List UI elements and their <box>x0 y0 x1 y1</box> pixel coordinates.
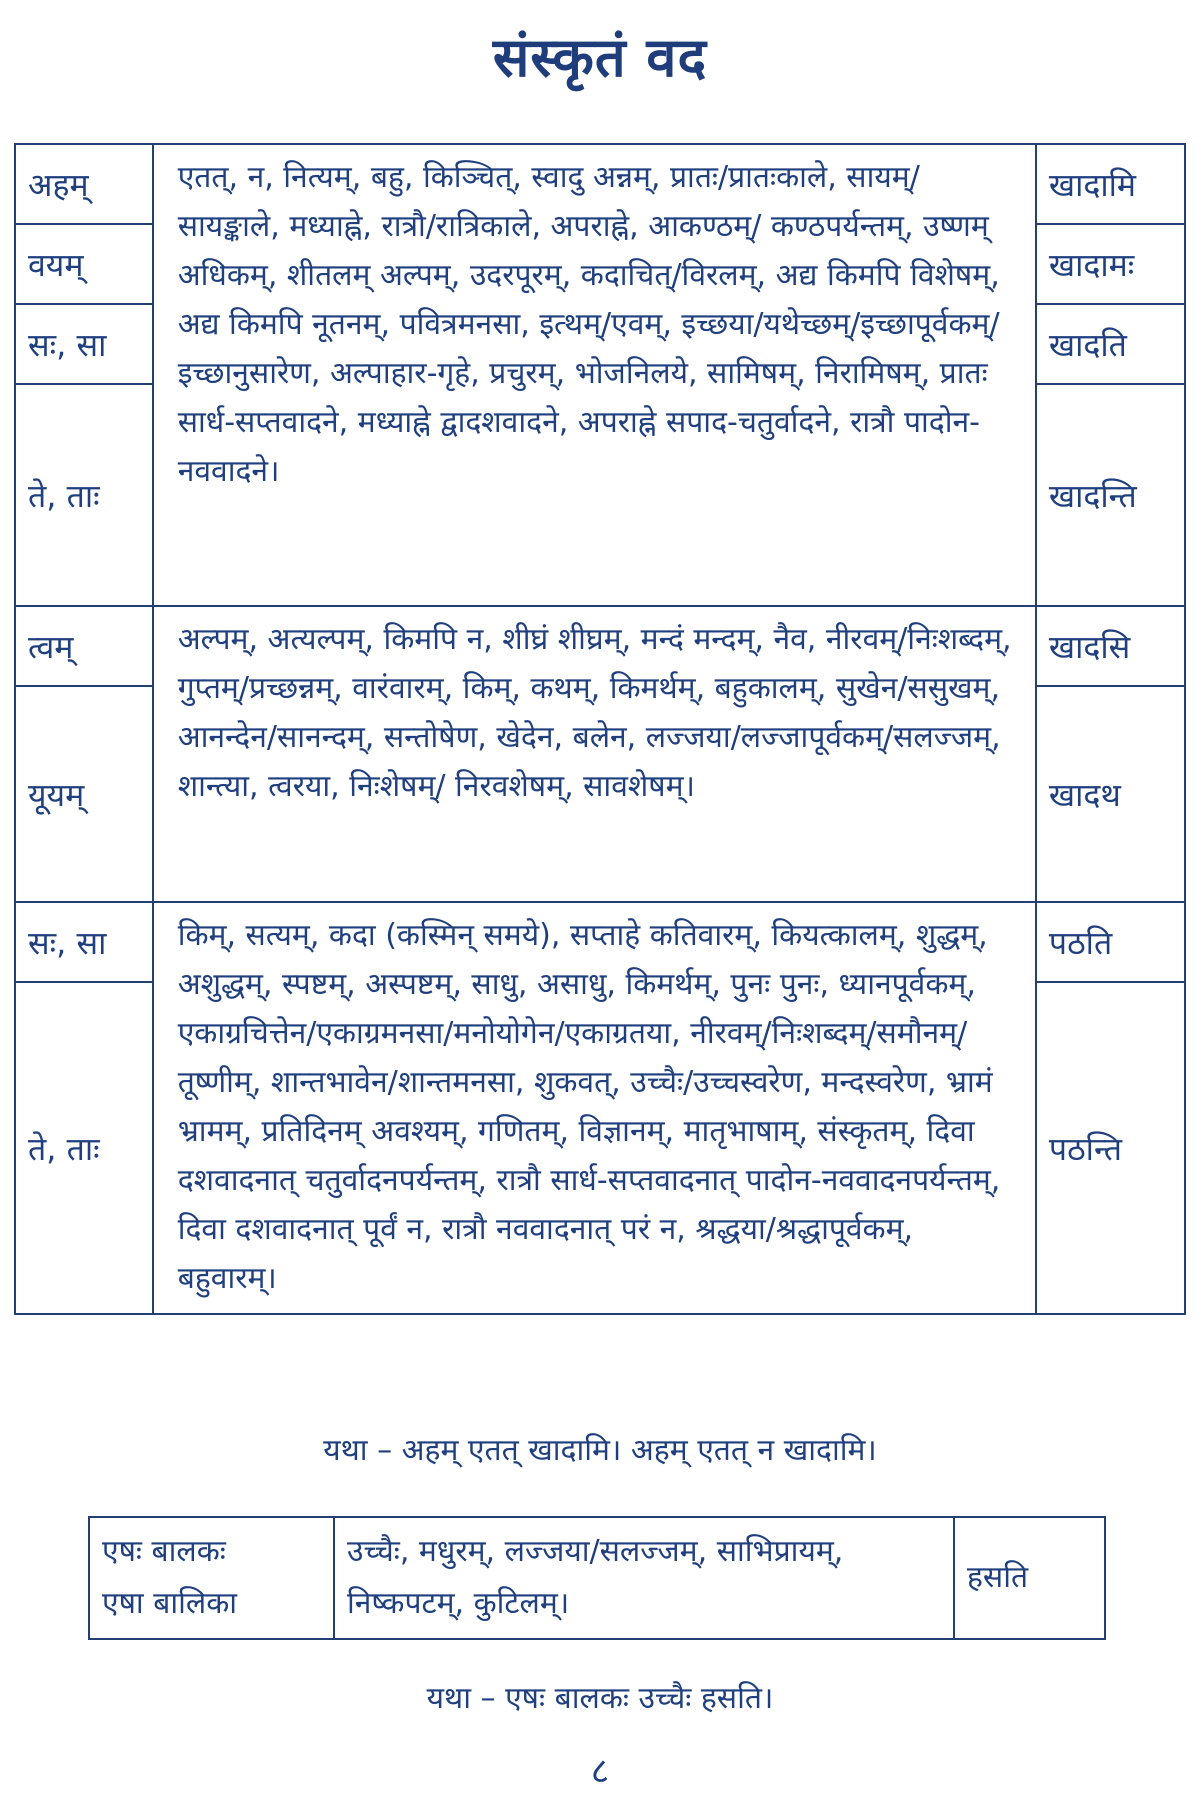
page-number: ८ <box>590 1751 610 1792</box>
verb-cell: हसति <box>954 1517 1105 1639</box>
table-row <box>89 1517 1105 1639</box>
verb-cell: खादति <box>1036 304 1185 384</box>
page-title: संस्कृतं वद <box>492 26 708 89</box>
example-sentence: यथा – अहम् एतत् खादामि। अहम् एतत् न खादामि। <box>323 1433 877 1468</box>
pronoun-line: एषः बालकः <box>102 1534 226 1569</box>
table-row <box>15 902 1185 982</box>
word-list-cell: एतत्, न, नित्यम्, बहु, किञ्चित्, स्वादु अन्नम्, प्रातः/प्रातःकाले, सायम्/सायङ्काले, मध्याह्ने, रात्रौ/रात्रिकाले, अपराह्ने, आकण्ठम्/ कण्ठपर्यन्तम्, उष्णम् अधिकम्, शीतलम् अल्पम्, उदरपूरम्, कदाचित्/विरलम्, अद्य किमपि विशेषम्, अद्य किमपि नूतनम्, पवित्रमनसा, इत्थम्/एवम्, इच्छया/यथेच्छम्/इच्छापूर्वकम्/ इच्छानुसारेण, अल्पाहार-गृहे, प्रचुरम्, भोजनिलये, सामिषम्, निरामिषम्, प्रातः सार्ध-सप्तवादने, मध्याह्ने द्वादशवादने, अपराह्ने सपाद-चतुर्वादने, रात्रौ पादोन-नववादने। <box>153 144 1036 606</box>
verb-cell: पठति <box>1036 902 1185 982</box>
pronoun-cell: वयम् <box>15 224 153 304</box>
verb-table-main <box>14 143 1186 1315</box>
verb-cell: खादथ <box>1036 686 1185 902</box>
pronoun-cell: यूयम् <box>15 686 153 902</box>
word-list-cell: उच्चैः, मधुरम्, लज्जया/सलज्जम्, साभिप्रायम्, निष्कपटम्, कुटिलम्। <box>334 1517 954 1639</box>
example-sentence: यथा – एषः बालकः उच्चैः हसति। <box>426 1681 774 1716</box>
table-row <box>15 606 1185 686</box>
word-list-cell: अल्पम्, अत्यल्पम्, किमपि न, शीघ्रं शीघ्रम्, मन्दं मन्दम्, नैव, नीरवम्/निःशब्दम्, गुप्तम्/प्रच्छन्नम्, वारंवारम्, किम्, कथम्, किमर्थम्, बहुकालम्, सुखेन/ससुखम्, आनन्देन/सानन्दम्, सन्तोषेण, खेदेन, बलेन, लज्जया/लज्जापूर्वकम्/सलज्जम्, शान्त्या, त्वरया, निःशेषम्/ निरवशेषम्, सावशेषम्। <box>153 606 1036 902</box>
pronoun-cell: ते, ताः <box>15 982 153 1314</box>
verb-cell: खादामः <box>1036 224 1185 304</box>
verb-cell: खादन्ति <box>1036 384 1185 606</box>
pronoun-cell: अहम् <box>15 144 153 224</box>
pronoun-cell: ते, ताः <box>15 384 153 606</box>
pronoun-cell: सः, सा <box>15 902 153 982</box>
pronoun-cell: त्वम् <box>15 606 153 686</box>
verb-cell: खादामि <box>1036 144 1185 224</box>
verb-cell: पठन्ति <box>1036 982 1185 1314</box>
pronoun-line: एषा बालिका <box>102 1586 238 1621</box>
verb-cell: खादसि <box>1036 606 1185 686</box>
verb-table-laugh <box>88 1516 1106 1640</box>
pronoun-cell <box>89 1517 334 1639</box>
table-row <box>15 144 1185 224</box>
word-list-cell: किम्, सत्यम्, कदा (कस्मिन् समये), सप्ताहे कतिवारम्, कियत्कालम्, शुद्धम्, अशुद्धम्, स्पष्टम्, अस्पष्टम्, साधु, असाधु, किमर्थम्, पुनः पुनः, ध्यानपूर्वकम्, एकाग्रचित्तेन/एकाग्रमनसा/मनोयोगेन/एकाग्रतया, नीरवम्/निःशब्दम्/समौनम्/तूष्णीम्, शान्तभावेन/शान्तमनसा, शुकवत्, उच्चैः/उच्चस्वरेण, मन्दस्वरेण, भ्रामं भ्रामम्, प्रतिदिनम् अवश्यम्, गणितम्, विज्ञानम्, मातृभाषाम्, संस्कृतम्, दिवा दशवादनात् चतुर्वादनपर्यन्तम्, रात्रौ सार्ध-सप्तवादनात् पादोन-नववादनपर्यन्तम्, दिवा दशवादनात् पूर्वं न, रात्रौ नववादनात् परं न, श्रद्धया/श्रद्धापूर्वकम्, बहुवारम्। <box>153 902 1036 1314</box>
pronoun-cell: सः, सा <box>15 304 153 384</box>
